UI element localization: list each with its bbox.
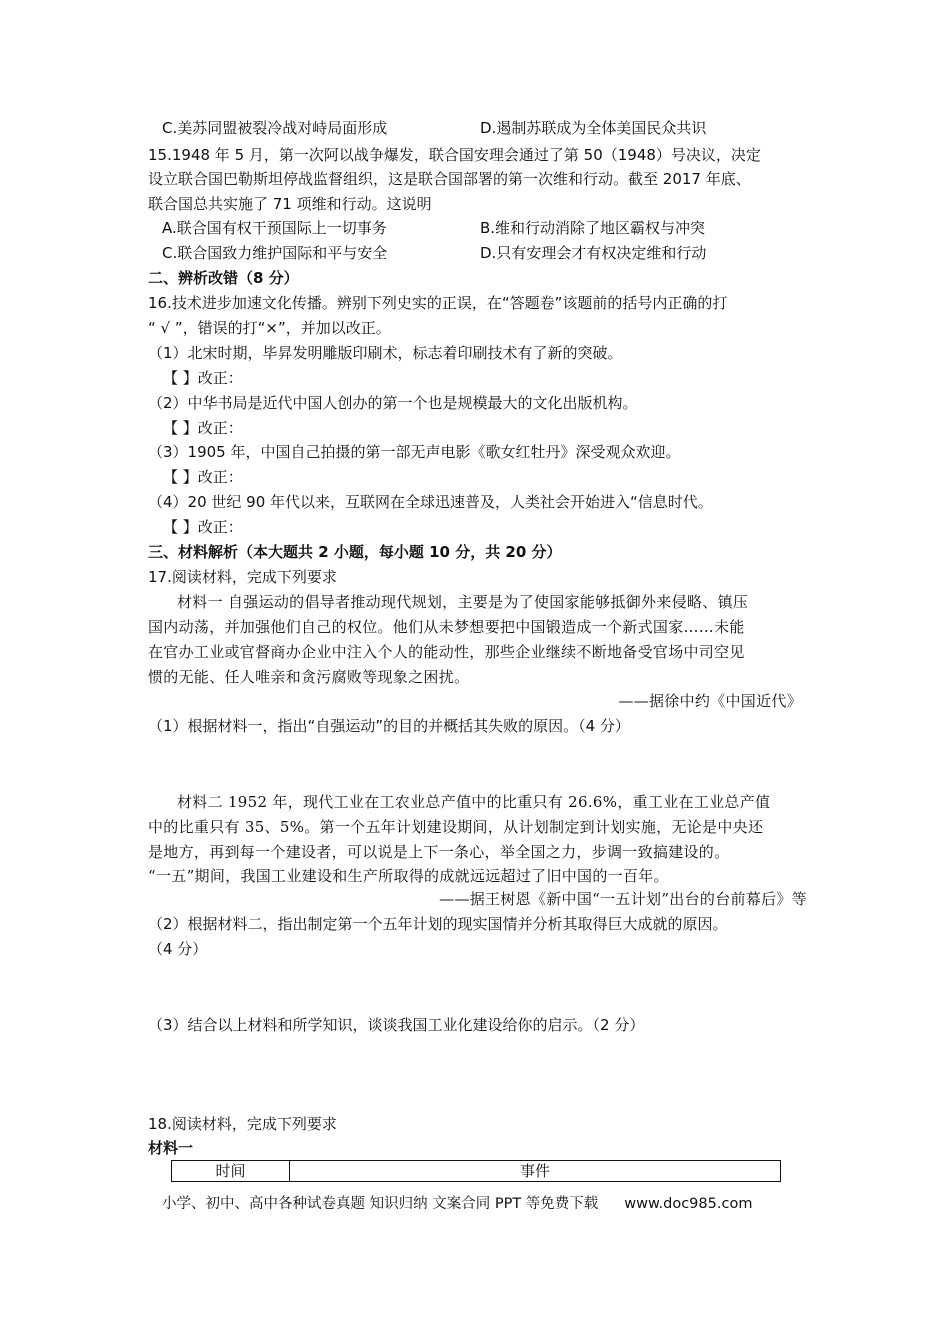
q16-answer-4: 【 】改正： <box>163 518 243 536</box>
q15-stem-line2: 设立联合国巴勒斯坦停战监督组织，这是联合国部署的第一次维和行动。截至 2017 年底、 <box>148 170 751 188</box>
q17-sub2-line1: （2）根据材料二，指出制定第一个五年计划的现实国情并分析其取得巨大成就的原因。 <box>148 915 728 933</box>
q17-sub3: （3）结合以上材料和所学知识，谈谈我国工业化建设给你的启示。（2 分） <box>148 1016 645 1034</box>
q17-sub2-line2: （4 分） <box>148 940 208 958</box>
q18-material-table <box>171 1160 781 1182</box>
q16-answer-3: 【 】改正： <box>163 468 243 486</box>
q18-stem: 18.阅读材料，完成下列要求 <box>148 1115 337 1133</box>
footer-url[interactable]: www.doc985.com <box>624 1196 753 1212</box>
table-header-time: 时间 <box>172 1161 290 1182</box>
q17-material1-source: ——据徐中约《中国近代》 <box>618 692 802 710</box>
q15-option-d: D.只有安理会才有权决定维和行动 <box>480 244 707 262</box>
q15-stem-line3: 联合国总共实施了 71 项维和行动。这说明 <box>148 195 432 213</box>
q17-material1-line1: 材料一 自强运动的倡导者推动现代规划，主要是为了使国家能够抵御外来侵略、镇压 <box>177 593 749 611</box>
q15-option-a: A.联合国有权干预国际上一切事务 <box>162 219 387 237</box>
q16-item-1: （1）北宋时期，毕昇发明雕版印刷术，标志着印刷技术有了新的突破。 <box>148 344 623 362</box>
q15-stem-line1: 15.1948 年 5 月，第一次阿以战争爆发，联合国安理会通过了第 50（1948）号决议，决定 <box>148 146 761 164</box>
q16-item-2: （2）中华书局是近代中国人创办的第一个也是规模最大的文化出版机构。 <box>148 394 638 412</box>
q17-material2-source: ——据王树恩《新中国“一五计划”出台的台前幕后》等 <box>439 890 807 908</box>
q15-option-c: C.联合国致力维护国际和平与安全 <box>162 244 388 262</box>
q15-option-b: B.维和行动消除了地区霸权与冲突 <box>480 219 706 237</box>
q17-material2-line2: 中的比重只有 35、5%。第一个五年计划建设期间，从计划制定到计划实施，无论是中央还 <box>148 818 764 836</box>
q16-answer-1: 【 】改正： <box>163 369 243 387</box>
q17-material2-line1: 材料二 1952 年，现代工业在工农业总产值中的比重只有 26.6%，重工业在工业总产值 <box>177 793 771 811</box>
table-header-event: 事件 <box>290 1161 781 1182</box>
q16-stem-line2: “ √ ”，错误的打“×”，并加以改正。 <box>148 319 391 337</box>
q17-sub1: （1）根据材料一，指出“自强运动”的目的并概括其失败的原因。（4 分） <box>148 717 630 735</box>
q14-option-c: C.美苏同盟被裂冷战对峙局面形成 <box>162 119 388 137</box>
q16-item-3: （3）1905 年，中国自己拍摄的第一部无声电影《歌女红牡丹》深受观众欢迎。 <box>148 443 681 461</box>
table-header-row <box>172 1161 781 1182</box>
q18-material1-label: 材料一 <box>148 1139 194 1157</box>
section2-heading: 二、辨析改错（8 分） <box>148 269 299 287</box>
q14-option-d: D.遏制苏联成为全体美国民众共识 <box>480 119 707 137</box>
section3-heading: 三、材料解析（本大题共 2 小题，每小题 10 分，共 20 分） <box>148 543 562 561</box>
q17-material1-line4: 惯的无能、任人唯亲和贪污腐败等现象之困扰。 <box>148 668 470 686</box>
footer <box>162 1192 752 1213</box>
q17-material2-line4: “一五”期间，我国工业建设和生产所取得的成就远远超过了旧中国的一百年。 <box>148 867 669 885</box>
q16-stem-line1: 16.技术进步加速文化传播。辨别下列史实的正误，在“答题卷”该题前的括号内正确的打 <box>148 294 728 312</box>
q16-item-4: （4）20 世纪 90 年代以来，互联网在全球迅速普及，人类社会开始进入“信息时代。 <box>148 493 713 511</box>
q17-material2-line3: 是地方，再到每一个建设者，可以说是上下一条心，举全国之力，步调一致搞建设的。 <box>148 843 730 861</box>
q16-answer-2: 【 】改正： <box>163 419 243 437</box>
q17-material1-line3: 在官办工业或官督商办企业中注入个人的能动性，那些企业继续不断地备受官场中司空见 <box>148 643 745 661</box>
q17-material1-line2: 国内动荡，并加强他们自己的权位。他们从未梦想要把中国锻造成一个新式国家……未能 <box>148 618 745 636</box>
q17-stem: 17.阅读材料，完成下列要求 <box>148 568 337 586</box>
footer-text: 小学、初中、高中各种试卷真题 知识归纳 文案合同 PPT 等免费下载 <box>162 1196 599 1212</box>
